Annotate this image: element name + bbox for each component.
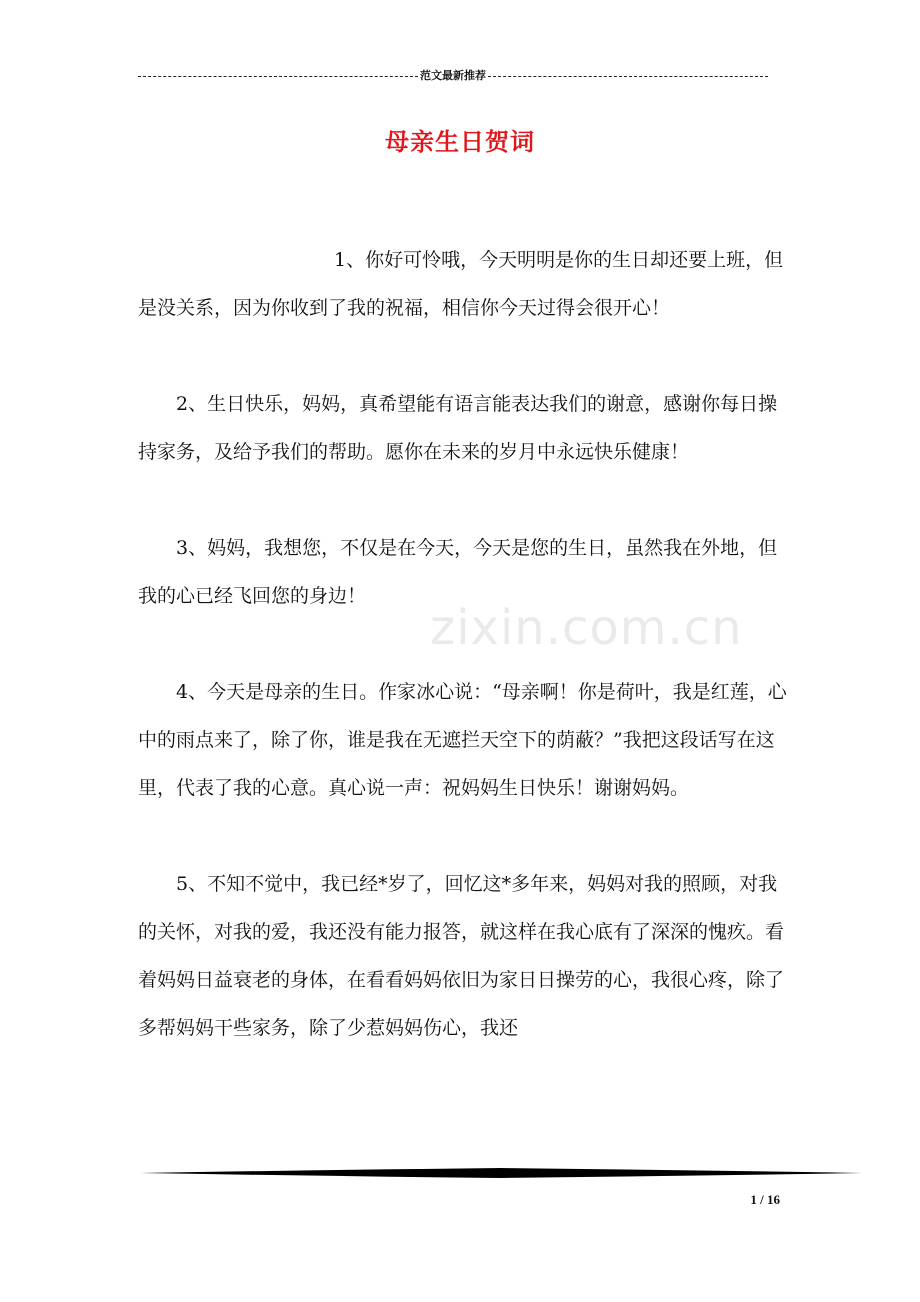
paragraph-5: 5、不知不觉中，我已经*岁了，回忆这*多年来，妈妈对我的照顾，对我的关怀，对我的爱，我还没有能力报答，就这样在我心底有了深深的愧疚。看着妈妈日益衰老的身体，在看看妈妈依旧为家日日操劳的心，我很心疼，除了多帮妈妈干些家务，除了少惹妈妈伤心，我还 [138,873,785,1039]
header-dash-left [138,76,418,77]
footer-rule [140,1166,862,1180]
document-title: 母亲生日贺词 [385,127,535,156]
paragraph-4: 4、今天是母亲的生日。作家冰心说：“母亲啊！你是荷叶，我是红莲，心中的雨点来了，除了你，谁是我在无遮拦天空下的荫蔽？”我把这段话写在这里，代表了我的心意。真心说一声：祝妈妈生日快乐！谢谢妈妈。 [138,681,787,799]
header-label: 范文最新推荐 [420,69,486,82]
header-banner [138,68,768,84]
page-number: 1 / 16 [750,1192,780,1207]
header-dash-right [488,76,768,77]
document-body [138,236,788,1100]
watermark: zixin.com.cn [430,600,743,656]
paragraph-3: 3、妈妈，我想您，不仅是在今天，今天是您的生日，虽然我在外地，但我的心已经飞回您的身边！ [138,537,778,607]
paragraph-1: 1、你好可怜哦，今天明明是你的生日却还要上班，但是没关系，因为你收到了我的祝福，相信你今天过得会很开心！ [138,249,784,319]
paragraph-2: 2、生日快乐，妈妈，真希望能有语言能表达我们的谢意，感谢你每日操持家务，及给予我们的帮助。愿你在未来的岁月中永远快乐健康！ [138,393,778,463]
